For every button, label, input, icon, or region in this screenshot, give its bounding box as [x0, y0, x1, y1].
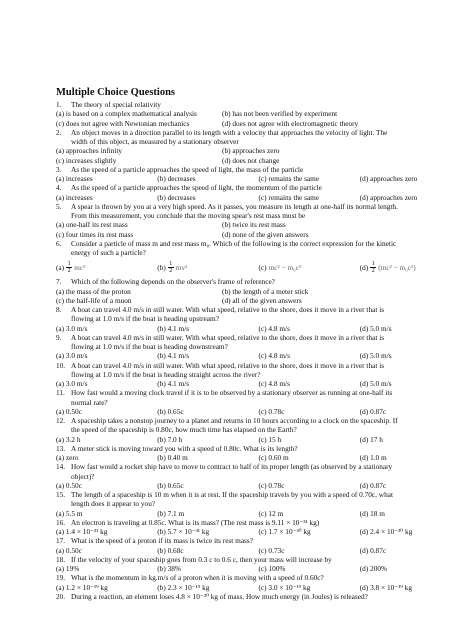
question-stem — [56, 202, 461, 211]
answer-option[interactable]: (d) 18 m — [359, 508, 385, 518]
answer-option[interactable]: (d) 2.4 × 10⁻³⁰ kg — [359, 527, 413, 536]
question-number: 16. — [56, 517, 66, 527]
answer-options — [56, 257, 461, 277]
answer-options — [56, 453, 461, 462]
question-7 — [56, 277, 461, 305]
answer-option[interactable]: (c) 0.78c — [258, 480, 285, 490]
question-text: What is the speed of a proton if its mass is twice its rest mass? — [71, 536, 253, 546]
question-number: 11. — [56, 388, 65, 398]
answer-options — [56, 564, 461, 573]
question-number: 10. — [56, 360, 66, 370]
question-number: 2. — [56, 127, 62, 137]
answer-options — [56, 119, 461, 128]
question-9 — [56, 333, 461, 361]
question-number: 3. — [56, 164, 62, 174]
answer-option[interactable]: (b) 4.1 m/s — [157, 379, 190, 388]
kinetic-energy-formula: mc² − m₀c² — [268, 262, 302, 272]
question-number: 5. — [56, 201, 62, 211]
question-number: 18. — [56, 554, 66, 564]
answer-option[interactable]: (b) decreases — [157, 174, 196, 183]
question-text: A boat can travel 4.0 m/s in still water. With what speed, relative to the shore, does it move in a river that is — [71, 332, 385, 342]
question-15 — [56, 490, 461, 518]
answer-option[interactable]: (b) 2.3 × 10⁻¹⁹ kg — [157, 582, 210, 592]
question-number: 19. — [56, 573, 66, 583]
answer-option[interactable]: (b) 7.0 h — [157, 434, 183, 444]
question-number: 4. — [56, 183, 62, 193]
answer-options — [56, 109, 461, 118]
answer-options — [56, 146, 461, 155]
answer-option[interactable]: (c) 4.8 m/s — [258, 351, 290, 361]
answer-option[interactable]: (c) increases slightly — [56, 155, 117, 165]
question-text-continued: the speed of the spaceship is 0.80c, how much time has elapsed on the Earth? — [71, 425, 297, 435]
answer-option[interactable]: (d) 0.87c — [359, 545, 387, 555]
one-half-fraction: $\frac{1}{2}$ — [371, 260, 375, 274]
answer-option[interactable]: (a) 1.2 × 10⁻¹⁹ kg — [56, 582, 108, 592]
question-text: An object moves in a direction parallel to its length with a velocity that approaches the velocity of light. The — [71, 127, 388, 137]
question-11 — [56, 388, 461, 416]
question-number: 6. — [56, 238, 62, 248]
answer-option[interactable]: (c) 0.78c — [258, 406, 285, 416]
question-stem — [56, 128, 461, 137]
question-text: As the speed of a particle approaches the speed of light, the mass of the particle — [71, 164, 304, 174]
question-stem — [56, 100, 461, 109]
answer-option[interactable]: (c) remains the same — [258, 192, 320, 202]
answer-option[interactable]: (d) 5.0 m/s — [359, 379, 392, 388]
answer-option[interactable]: (a) 0.50c — [56, 406, 82, 416]
question-stem — [56, 490, 461, 499]
answer-option[interactable]: (b) decreases — [157, 192, 196, 202]
question-number: 9. — [56, 332, 62, 342]
answer-option[interactable]: (d) does not agree with electromagnetic theory — [222, 118, 359, 128]
question-number: 12. — [56, 416, 66, 425]
question-stem — [56, 462, 461, 471]
question-text: A meter stick is moving toward you with a speed of 0.80c. What is its length? — [71, 443, 298, 453]
question-text: A spear is thrown by you at a very high speed. As it passes, you measure its length at one-half its normal length. — [71, 201, 398, 211]
question-stem — [56, 183, 461, 192]
answer-option[interactable]: (b) twice its rest mass — [222, 220, 286, 230]
question-stem — [56, 518, 461, 527]
answer-options — [56, 174, 461, 183]
answer-option[interactable]: (a) increases — [56, 174, 93, 183]
question-1 — [56, 100, 461, 128]
question-14 — [56, 462, 461, 490]
question-text-continued: length does it appear to you? — [71, 499, 156, 509]
kinetic-energy-formula: (mc² − m₀c²) — [378, 262, 416, 272]
answer-options — [56, 509, 461, 518]
answer-option[interactable]: (a) increases — [56, 192, 93, 202]
answer-option[interactable]: (a) 1.4 × 10⁻³¹ kg — [56, 527, 108, 536]
answer-option[interactable] — [56, 261, 157, 274]
kinetic-energy-formula: mc² — [74, 262, 86, 272]
question-number: 14. — [56, 462, 66, 472]
answer-option[interactable]: (c) 15 h — [258, 434, 282, 444]
kinetic-energy-formula: mv² — [175, 262, 188, 272]
question-stem — [56, 573, 461, 582]
answer-option[interactable]: (d) 17 h — [359, 434, 383, 444]
question-stem — [56, 277, 461, 286]
answer-option[interactable]: (c) 0.60 m — [258, 453, 289, 462]
answer-option[interactable]: (b) has not been verified by experiment — [222, 109, 338, 119]
answer-option[interactable]: (b) 0.40 m — [157, 453, 188, 462]
answer-option[interactable]: (b) 0.65c — [157, 480, 184, 490]
question-text: What is the momentum in kg.m/s of a proton when it is moving with a speed of 0.60c? — [71, 573, 324, 583]
answer-option[interactable]: (a) 3.0 m/s — [56, 379, 88, 388]
question-20 — [56, 592, 461, 601]
answer-options — [56, 481, 461, 490]
answer-options — [56, 230, 461, 239]
answer-option[interactable]: (c) does not agree with Newtonian mechanics — [56, 118, 190, 128]
answer-option[interactable]: (d) approaches zero — [359, 192, 418, 202]
question-text: How fast would a moving clock travel if it is to be observed by a stationary observer as running at one-half its — [71, 388, 393, 398]
question-3 — [56, 165, 461, 184]
answer-option[interactable]: (a) is based on a complex mathematical analysis — [56, 109, 197, 119]
answer-option[interactable]: (a) approaches infinity — [56, 146, 123, 156]
answer-option[interactable]: (d) all of the given answers — [222, 295, 302, 305]
answer-option[interactable]: (a) 3.2 h — [56, 434, 81, 444]
answer-option[interactable]: (d) 5.0 m/s — [359, 323, 392, 333]
question-2 — [56, 128, 461, 165]
question-6 — [56, 239, 461, 278]
question-stem — [56, 444, 461, 453]
answer-option[interactable]: (a) 0.50c — [56, 545, 82, 555]
question-4 — [56, 183, 461, 202]
answer-option[interactable]: (a) 3.0 m/s — [56, 323, 88, 333]
answer-options — [56, 407, 461, 416]
answer-option[interactable]: (b) 5.7 × 10⁻³¹ kg — [157, 527, 210, 536]
question-stem — [56, 305, 461, 314]
answer-option[interactable]: (c) 1.7 × 10⁻³⁰ kg — [258, 527, 311, 536]
one-half-fraction: $\frac{1}{2}$ — [67, 260, 71, 274]
question-stem — [56, 333, 461, 342]
answer-option[interactable]: (d) 0.87c — [359, 406, 387, 416]
answer-option[interactable]: (b) the length of a meter stick — [222, 286, 309, 296]
answer-option[interactable]: (b) 38% — [157, 564, 181, 573]
question-stem — [56, 388, 461, 397]
answer-option[interactable]: (b) 0.65c — [157, 406, 184, 416]
answer-option[interactable]: (b) 0.68c — [157, 545, 184, 555]
question-10 — [56, 361, 461, 389]
question-text: A spaceship takes a nonstop journey to a planet and returns in 10 hours according to a clock on the spaceship. If — [71, 416, 398, 425]
question-stem — [56, 239, 461, 248]
answer-option[interactable]: (a) 0.50c — [56, 480, 82, 490]
question-number: 7. — [56, 277, 62, 287]
question-stem — [56, 592, 461, 601]
answer-options — [56, 527, 461, 536]
question-text: Which of the following depends on the observer's frame of reference? — [71, 277, 275, 287]
question-17 — [56, 536, 461, 555]
question-text-continued: From this measurement, you conclude that the moving spear's rest mass must be — [71, 211, 306, 220]
question-5 — [56, 202, 461, 239]
answer-option[interactable]: (c) 100% — [258, 564, 286, 573]
answer-option[interactable]: (c) 12 m — [258, 508, 284, 518]
question-text: As the speed of a particle approaches the speed of light, the momentum of the particle — [71, 183, 322, 193]
question-text-continued: object)? — [71, 471, 95, 481]
answer-option[interactable] — [259, 263, 360, 272]
question-text-continued: flowing at 1.0 m/s if the boat is heading straight across the river? — [71, 369, 261, 379]
question-text: The theory of special relativity — [71, 100, 161, 109]
question-text-continued: width of this object, as measured by a stationary observer — [71, 137, 239, 146]
answer-option[interactable]: (c) four times its rest mass — [56, 229, 134, 239]
answer-options — [56, 296, 461, 305]
answer-options — [56, 220, 461, 229]
question-8 — [56, 305, 461, 333]
answer-option[interactable]: (c) 4.8 m/s — [258, 379, 290, 388]
question-stem — [56, 416, 461, 425]
question-text: Consider a particle of mass m and rest mass m₀. Which of the following is the correct expression for the kinetic — [71, 238, 397, 248]
answer-option[interactable]: (c) 3.0 × 10⁻¹⁹ kg — [258, 582, 311, 592]
question-text-continued: flowing at 1.0 m/s if the boat is heading downstream? — [71, 342, 228, 351]
answer-option[interactable]: (c) remains the same — [258, 174, 320, 183]
question-list — [56, 86, 461, 601]
section-heading: Multiple Choice Questions — [56, 87, 176, 98]
question-text: The length of a spaceship is 10 m when it is at rest. If the spaceship travels by you with a speed of 0.70c, what — [71, 490, 393, 499]
answer-options — [56, 546, 461, 555]
option-letter: (a) — [56, 262, 65, 272]
question-text: During a reaction, an element loses 4.8 × 10⁻³⁰ kg of mass. How much energy (in Joules) is released? — [71, 591, 368, 601]
question-number: 15. — [56, 490, 66, 499]
answer-options — [56, 287, 461, 296]
question-number: 20. — [56, 591, 66, 601]
question-text-continued: energy of such a particle? — [71, 248, 146, 257]
answer-option[interactable]: (d) none of the given answers — [222, 229, 309, 239]
answer-options — [56, 324, 461, 333]
question-text: How fast would a rocket ship have to move to contract to half of its proper length (as observed by a stationary — [71, 462, 393, 472]
question-stem — [56, 555, 461, 564]
answer-options — [56, 583, 461, 592]
answer-option[interactable] — [360, 261, 461, 274]
question-12 — [56, 416, 461, 444]
answer-option[interactable]: (a) the mass of the proton — [56, 286, 131, 296]
question-number: 17. — [56, 536, 66, 546]
answer-option[interactable]: (d) 5.0 m/s — [359, 351, 392, 361]
answer-option[interactable]: (a) one-half its rest mass — [56, 220, 128, 230]
option-letter: (b) — [157, 262, 166, 272]
option-letter: (c) — [258, 262, 267, 272]
answer-option[interactable]: (d) 1.0 m — [359, 453, 387, 462]
answer-option[interactable]: (a) zero — [56, 453, 79, 462]
answer-options — [56, 156, 461, 165]
answer-option[interactable]: (b) 7.1 m — [157, 508, 185, 518]
answer-option[interactable]: (c) 0.73c — [258, 545, 285, 555]
question-stem — [56, 165, 461, 174]
answer-option[interactable]: (d) 0.87c — [359, 480, 387, 490]
question-text: An electron is traveling at 0.85c. What is its mass? (The rest mass is 9.11 × 10⁻³¹ kg) — [71, 517, 320, 527]
answer-option[interactable]: (d) does not change — [222, 155, 280, 165]
answer-option[interactable]: (d) approaches zero — [359, 174, 418, 183]
answer-option[interactable]: (c) the half-life of a muon — [56, 295, 132, 305]
question-text: A boat can travel 4.0 m/s in still water. With what speed, relative to the shore, does it move in a river that is — [71, 360, 385, 370]
question-text-continued: flowing at 1.0 m/s if the boat is heading upstream? — [71, 314, 219, 324]
answer-options — [56, 351, 461, 360]
answer-option[interactable]: (c) 4.8 m/s — [258, 323, 290, 333]
answer-option[interactable]: (b) 4.1 m/s — [157, 351, 190, 361]
answer-option[interactable]: (d) 3.8 × 10⁻¹⁹ kg — [359, 582, 412, 592]
question-16 — [56, 518, 461, 537]
question-19 — [56, 573, 461, 592]
question-text-continued: normal rate? — [71, 397, 108, 407]
question-stem — [56, 536, 461, 545]
question-number: 13. — [56, 443, 66, 453]
question-stem — [56, 361, 461, 370]
question-number: 8. — [56, 305, 62, 314]
answer-options — [56, 193, 461, 202]
answer-option[interactable]: (d) 200% — [359, 564, 388, 573]
answer-options — [56, 379, 461, 388]
answer-option[interactable]: (a) 5.5 m — [56, 508, 83, 518]
one-half-fraction: $\frac{1}{2}$ — [169, 260, 173, 274]
question-text: If the velocity of your spaceship goes from 0.3 c to 0.6 c, then your mass will increase by — [71, 554, 332, 564]
question-18 — [56, 555, 461, 574]
answer-option[interactable]: (b) approaches zero — [222, 146, 280, 156]
option-letter: (d) — [359, 262, 369, 272]
question-13 — [56, 444, 461, 463]
answer-option[interactable]: (b) 4.1 m/s — [157, 323, 190, 333]
question-number: 1. — [56, 100, 62, 109]
answer-option[interactable]: (a) 19% — [56, 564, 80, 573]
answer-option[interactable]: (a) 3.0 m/s — [56, 351, 88, 361]
question-text: A boat can travel 4.0 m/s in still water. With what speed, relative to the shore, does it move in a river that is — [71, 305, 385, 314]
answer-options — [56, 435, 461, 444]
answer-option[interactable] — [157, 261, 258, 274]
